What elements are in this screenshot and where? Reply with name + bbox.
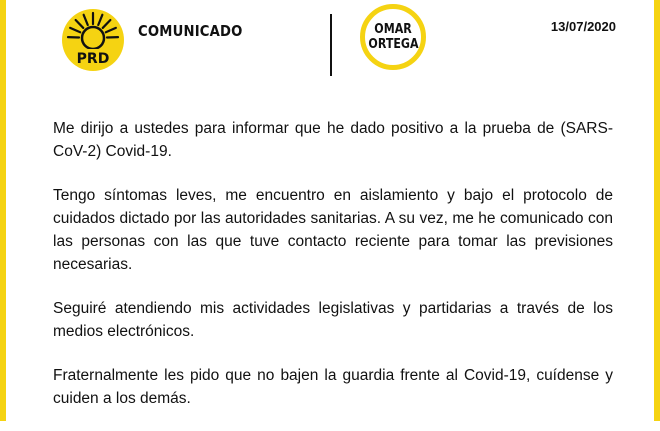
paragraph: Me dirijo a ustedes para informar que he dado positivo a la prueba de (SARS-CoV-2) Covid-19. <box>53 117 613 163</box>
author-badge <box>360 4 426 70</box>
prd-logo <box>61 8 125 72</box>
header-divider <box>330 14 332 76</box>
prd-sun-logo-icon <box>61 8 125 72</box>
prd-logo-text: PRD <box>77 51 110 67</box>
paragraph: Fraternalmente les pido que no bajen la guardia frente al Covid-19, cuídense y cuiden a los demás. <box>53 364 613 410</box>
author-first-name: OMAR <box>374 22 411 37</box>
release-date: 13/07/2020 <box>551 19 616 34</box>
paragraph: Tengo síntomas leves, me encuentro en aislamiento y bajo el protocolo de cuidados dictado por las autoridades sanitarias. A su vez, me he comunicado con las personas con las que tuve contacto reciente para tomar las previsiones necesarias. <box>53 184 613 276</box>
author-last-name: ORTEGA <box>368 37 418 52</box>
statement-body <box>53 117 613 431</box>
paragraph: Seguiré atendiendo mis actividades legislativas y partidarias a través de los medios electrónicos. <box>53 297 613 343</box>
document-label: COMUNICADO <box>138 22 243 40</box>
header <box>6 0 654 90</box>
